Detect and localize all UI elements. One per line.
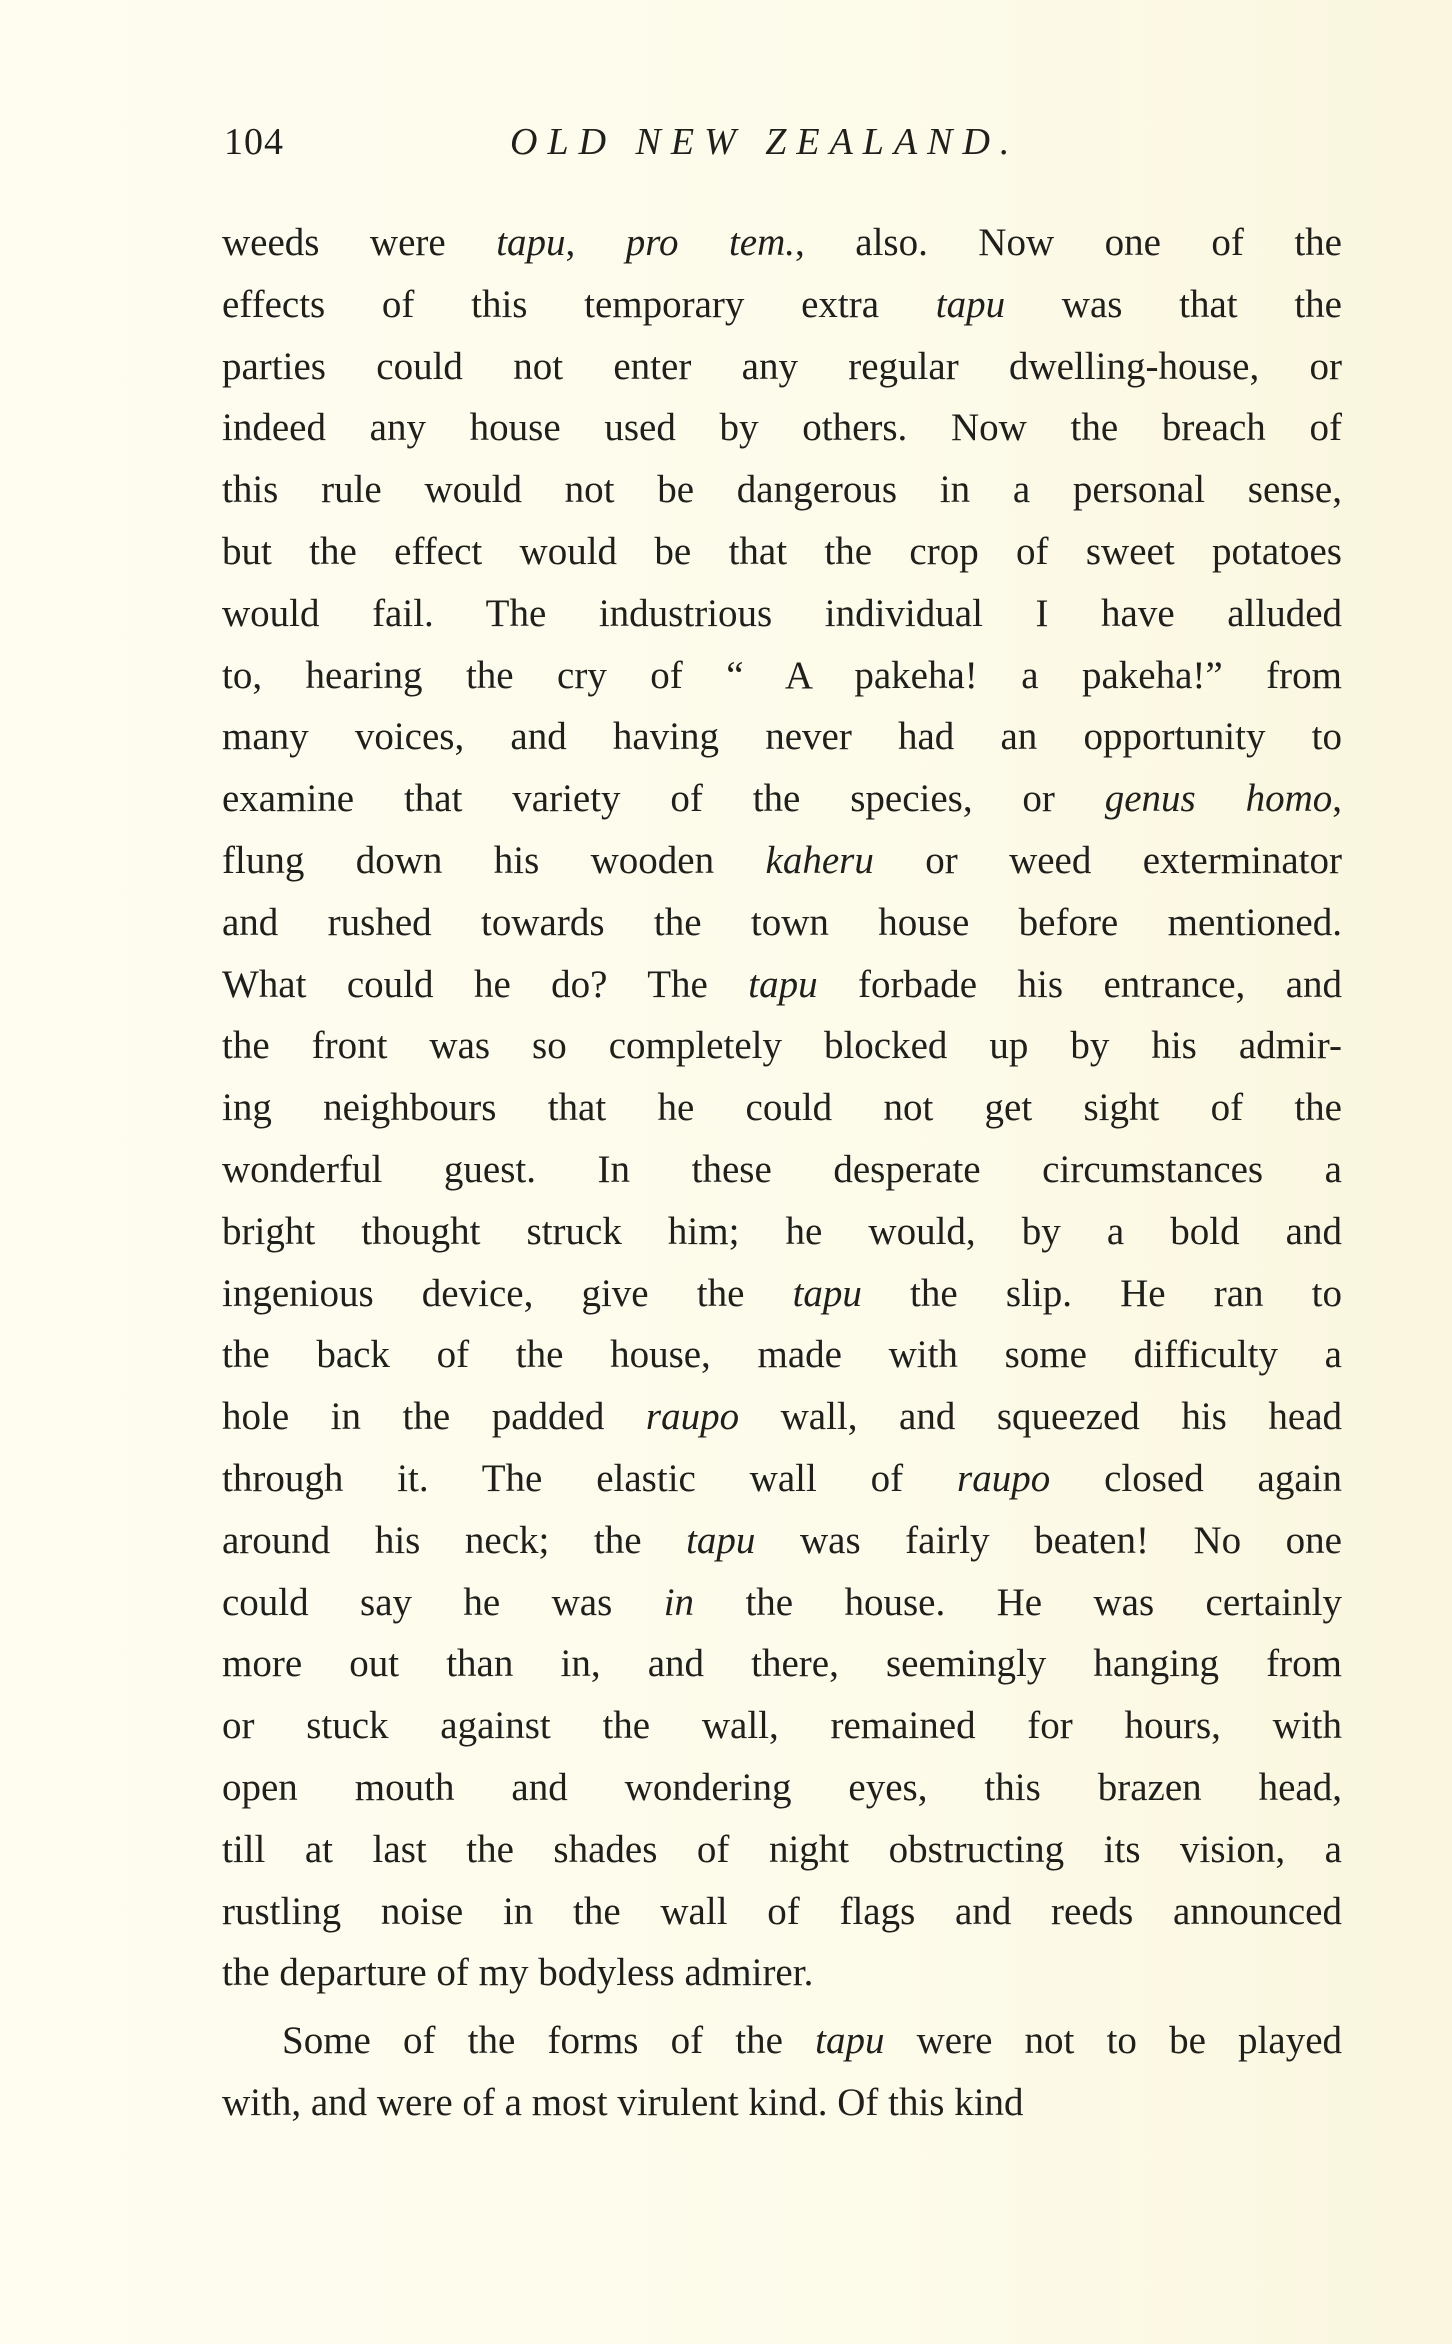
text-segment: ingenious device, give the — [222, 1271, 793, 1315]
text-line — [222, 459, 1342, 521]
text-segment: examine that variety of the species, or — [222, 777, 1105, 821]
text-segment: , also. Now one of the — [795, 221, 1342, 264]
text-line — [222, 1015, 1342, 1077]
text-segment: around his neck; the — [222, 1518, 687, 1562]
text-line — [222, 830, 1342, 892]
italic-term: genus homo — [1104, 777, 1333, 821]
text-segment: the back of the house, made with some difficulty a — [222, 1333, 1342, 1377]
italic-term: raupo — [645, 1395, 740, 1439]
text-segment: was fairly beaten! No one — [755, 1518, 1342, 1562]
text-line — [222, 336, 1342, 398]
text-segment: was that the — [1005, 282, 1342, 326]
paragraph-2 — [222, 2010, 1342, 2134]
text-segment: , — [565, 221, 626, 264]
text-segment: and rushed towards the town house before mentioned. — [222, 900, 1342, 944]
italic-term: raupo — [957, 1456, 1051, 1500]
text-segment: forbade his entrance, and — [817, 962, 1342, 1006]
text-line — [222, 521, 1342, 583]
text-segment: with, and were of a most virulent kind. Of this kind — [222, 2080, 1024, 2124]
text-segment: ing neighbours that he could not get sight of the — [222, 1086, 1342, 1130]
text-segment: could say he was — [222, 1580, 664, 1624]
text-line — [222, 1757, 1342, 1819]
text-segment: What could he do? The — [222, 962, 749, 1006]
text-segment: till at last the shades of night obstructing its vision, a — [222, 1827, 1342, 1871]
text-line — [222, 1077, 1342, 1139]
text-segment: the departure of my bodyless admirer. — [222, 1951, 814, 1995]
text-line — [222, 645, 1342, 707]
text-segment: this rule would not be dangerous in a personal sense, — [222, 468, 1342, 512]
page-number: 104 — [224, 121, 284, 163]
text-line — [222, 1819, 1342, 1881]
text-segment: wonderful guest. In these desperate circumstances a — [222, 1147, 1342, 1191]
text-segment: closed again — [1050, 1456, 1343, 1500]
text-segment: the slip. He ran to — [861, 1271, 1342, 1315]
text-line — [222, 1633, 1342, 1695]
running-head — [224, 120, 1344, 176]
text-segment: but the effect would be that the crop of sweet potatoes — [222, 529, 1342, 573]
text-line — [222, 1139, 1342, 1201]
running-title: OLD NEW ZEALAND. — [510, 121, 1020, 163]
text-segment: were not to be played — [884, 2019, 1342, 2063]
text-segment: , — [1332, 777, 1342, 821]
text-line — [222, 583, 1342, 645]
text-segment: hole in the padded — [222, 1395, 646, 1439]
text-segment: to, hearing the cry of “ A pakeha! a pakeha!” from — [222, 653, 1342, 697]
text-line — [222, 1881, 1342, 1943]
text-line — [222, 212, 1342, 274]
italic-term: kaheru — [765, 838, 874, 882]
text-segment: parties could not enter any regular dwelling-house, or — [222, 344, 1342, 388]
text-line — [222, 1510, 1342, 1572]
text-line — [222, 892, 1342, 954]
text-segment: the front was so completely blocked up by his admir- — [222, 1024, 1342, 1068]
italic-term: tapu — [748, 962, 818, 1006]
text-segment: many voices, and having never had an opportunity to — [222, 715, 1342, 759]
text-segment: or stuck against the wall, remained for hours, with — [222, 1704, 1342, 1748]
text-line — [222, 1263, 1342, 1325]
italic-term: tapu — [935, 282, 1006, 326]
text-line — [222, 1695, 1342, 1757]
text-segment: through it. The elastic wall of — [222, 1456, 958, 1500]
italic-term: tapu — [815, 2019, 885, 2063]
body-text — [222, 212, 1342, 2134]
italic-term: in — [663, 1580, 695, 1624]
text-line — [222, 1324, 1342, 1386]
text-line — [222, 1572, 1342, 1634]
text-segment: weeds were — [222, 221, 497, 264]
text-line — [222, 1201, 1342, 1263]
text-segment: would fail. The industrious individual I have alluded — [222, 591, 1342, 635]
text-line — [222, 274, 1342, 336]
paragraph-1 — [222, 212, 1342, 2004]
italic-term: tapu — [792, 1271, 862, 1315]
text-line — [222, 954, 1342, 1016]
text-line — [222, 397, 1342, 459]
text-line — [222, 1942, 1342, 2004]
italic-term: tapu — [496, 221, 566, 264]
text-segment: the house. He was certainly — [694, 1580, 1342, 1624]
text-segment: wall, and squeezed his head — [739, 1395, 1342, 1439]
text-line — [222, 768, 1342, 830]
text-line — [222, 1386, 1342, 1448]
italic-term: pro tem. — [625, 221, 796, 264]
text-segment: Some of the forms of the — [282, 2019, 816, 2063]
text-line — [222, 2072, 1342, 2134]
text-line — [222, 1448, 1342, 1510]
text-segment: more out than in, and there, seemingly hanging from — [222, 1642, 1342, 1686]
text-segment: rustling noise in the wall of flags and reeds announced — [222, 1889, 1342, 1933]
italic-term: tapu — [686, 1518, 756, 1562]
text-segment: indeed any house used by others. Now the breach of — [222, 406, 1342, 450]
text-line — [222, 706, 1342, 768]
text-segment: open mouth and wondering eyes, this brazen head, — [222, 1765, 1342, 1809]
text-segment: flung down his wooden — [222, 838, 766, 882]
text-segment: or weed exterminator — [873, 838, 1342, 882]
text-segment: bright thought struck him; he would, by a bold and — [222, 1209, 1342, 1253]
text-segment: effects of this temporary extra — [222, 282, 936, 326]
text-line — [222, 2010, 1342, 2072]
